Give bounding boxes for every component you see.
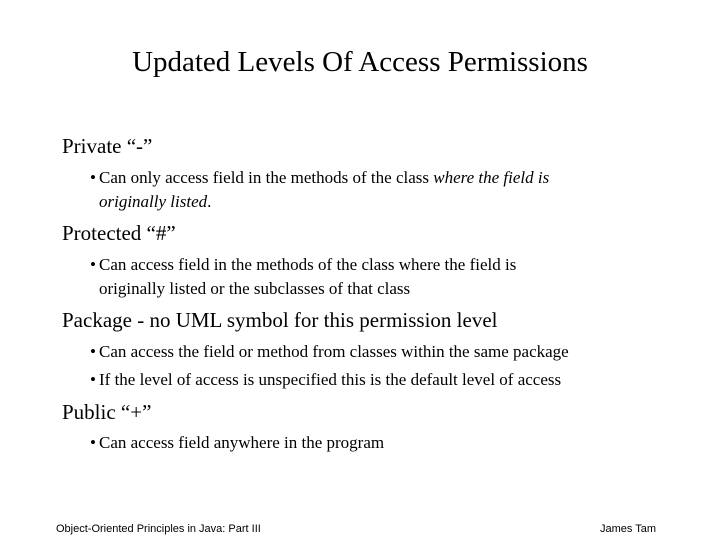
public-bullet-1-text: Can access field anywhere in the program	[99, 433, 385, 452]
footer-course-title: Object-Oriented Principles in Java: Part III	[56, 523, 261, 535]
private-bullet-1-text: Can only access field in the methods of the class	[99, 168, 434, 187]
package-bullet-2	[90, 368, 561, 392]
bullet-dot: •	[90, 255, 96, 274]
private-bullet-1-italic: where the field is	[433, 168, 550, 187]
slide-title: Updated Levels Of Access Permissions	[132, 46, 588, 78]
package-bullet-2-text: If the level of access is unspecified this is the default level of access	[99, 370, 562, 389]
private-bullet-1-period: .	[207, 192, 212, 211]
protected-heading: Protected “#”	[62, 221, 176, 245]
public-heading: Public “+”	[62, 400, 152, 424]
private-bullet-1	[90, 166, 549, 190]
bullet-dot: •	[90, 370, 96, 389]
bullet-dot: •	[90, 433, 96, 452]
package-heading: Package - no UML symbol for this permission level	[62, 308, 498, 332]
public-bullet-1	[90, 431, 384, 455]
package-bullet-1	[90, 340, 569, 364]
bullet-dot: •	[90, 168, 96, 187]
protected-bullet-1-cont: originally listed or the subclasses of that class	[99, 279, 411, 298]
protected-bullet-1-text: Can access field in the methods of the class where the field is	[99, 255, 517, 274]
package-bullet-1-text: Can access the field or method from classes within the same package	[99, 342, 569, 361]
private-bullet-1-italic-cont: originally listed	[99, 192, 208, 211]
footer-author: James Tam	[600, 523, 657, 535]
bullet-dot: •	[90, 342, 96, 361]
private-heading: Private “-”	[62, 134, 153, 158]
private-bullet-1-cont	[99, 190, 211, 214]
protected-bullet-1	[90, 253, 516, 277]
